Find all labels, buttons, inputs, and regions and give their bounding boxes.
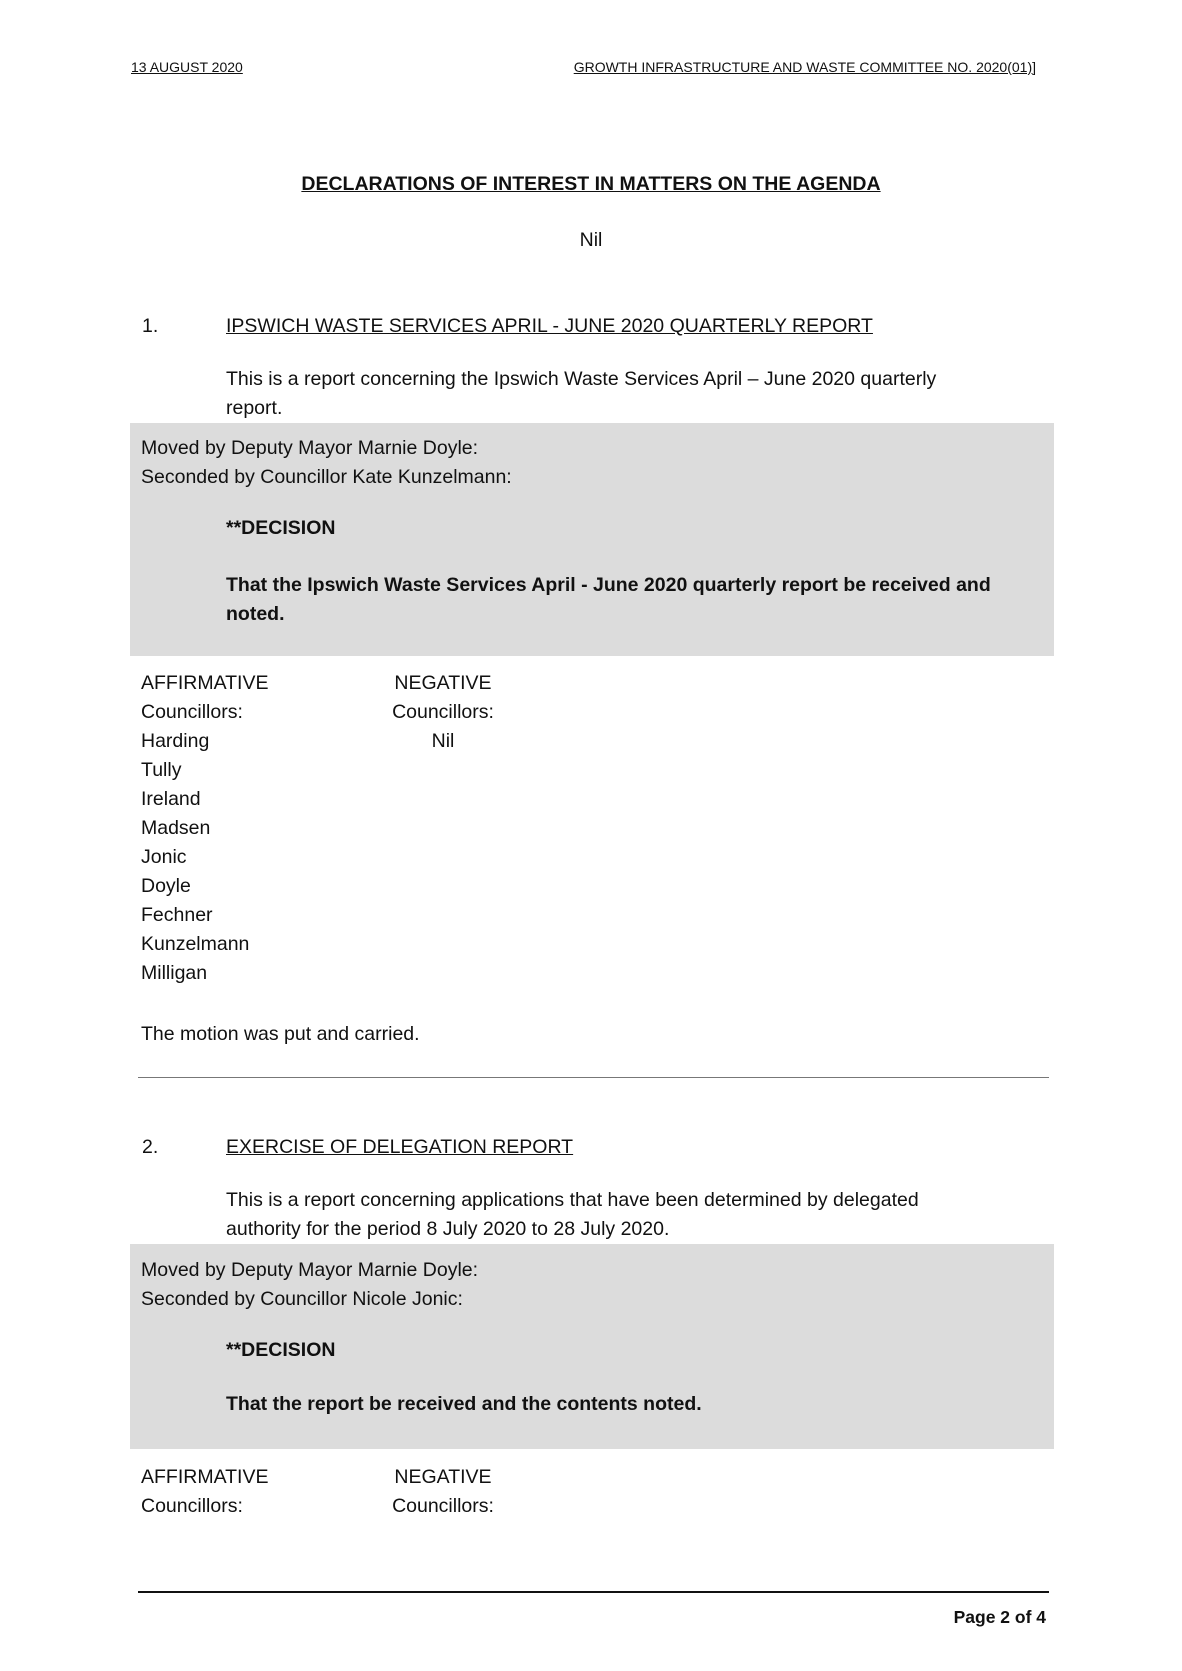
item2-description-line1: This is a report concerning applications that have been determined by delegated: [226, 1189, 919, 1211]
item2-decision-heading: **DECISION: [226, 1339, 336, 1361]
item2-description-line2: authority for the period 8 July 2020 to 28 July 2020.: [226, 1218, 670, 1240]
item1-description-line2: report.: [226, 397, 283, 419]
item1-affirmative-column: [141, 669, 268, 988]
affirmative-sublabel: Councillors:: [141, 1495, 243, 1517]
affirmative-label: AFFIRMATIVE: [141, 672, 269, 694]
affirmative-sublabel: Councillors:: [141, 701, 243, 723]
item1-decision-line2: noted.: [226, 603, 285, 625]
councillor-name: Ireland: [141, 788, 201, 810]
item1-title: IPSWICH WASTE SERVICES APRIL - JUNE 2020 QUARTERLY REPORT: [226, 315, 873, 337]
item1-result: The motion was put and carried.: [141, 1023, 420, 1045]
negative-value: Nil: [431, 730, 455, 752]
header-date: 13 AUGUST 2020: [131, 59, 243, 75]
councillor-name: Fechner: [141, 904, 213, 926]
item2-decision-text: That the report be received and the contents noted.: [226, 1393, 702, 1415]
item2-moved: Moved by Deputy Mayor Marnie Doyle:: [141, 1259, 479, 1281]
item1-decision-heading: **DECISION: [226, 517, 336, 539]
councillor-name: Jonic: [141, 846, 187, 868]
item1-moved-block: [141, 434, 512, 492]
header-committee: GROWTH INFRASTRUCTURE AND WASTE COMMITTEE NO. 2020(01)]: [573, 59, 1036, 75]
declarations-value: Nil: [579, 229, 603, 251]
negative-label: NEGATIVE: [394, 1466, 492, 1488]
item1-description-line1: This is a report concerning the Ipswich Waste Services April – June 2020 quarterly: [226, 368, 937, 390]
negative-sublabel: Councillors:: [392, 1495, 494, 1517]
item2-affirmative-column: [141, 1463, 268, 1521]
section-divider: [138, 1077, 1049, 1078]
item1-moved: Moved by Deputy Mayor Marnie Doyle:: [141, 437, 479, 459]
councillor-name: Harding: [141, 730, 210, 752]
councillor-name: Kunzelmann: [141, 933, 250, 955]
councillor-name: Doyle: [141, 875, 191, 897]
councillor-name: Tully: [141, 759, 182, 781]
item1-seconded: Seconded by Councillor Kate Kunzelmann:: [141, 466, 512, 488]
affirmative-label: AFFIRMATIVE: [141, 1466, 269, 1488]
page-number: Page 2 of 4: [953, 1607, 1046, 1627]
item1-description: [226, 365, 936, 423]
councillor-name: Madsen: [141, 817, 211, 839]
item2-title: EXERCISE OF DELEGATION REPORT: [226, 1136, 574, 1158]
item2-seconded: Seconded by Councillor Nicole Jonic:: [141, 1288, 463, 1310]
item2-negative-column: [385, 1463, 501, 1521]
negative-sublabel: Councillors:: [392, 701, 494, 723]
item1-decision-line1: That the Ipswich Waste Services April - June 2020 quarterly report be received and: [226, 574, 991, 596]
item2-moved-block: [141, 1256, 478, 1314]
councillor-name: Milligan: [141, 962, 208, 984]
item1-negative-column: [385, 669, 501, 756]
footer-rule: [138, 1591, 1049, 1593]
item1-number: 1.: [142, 315, 159, 337]
item1-decision-text: [226, 571, 991, 629]
negative-label: NEGATIVE: [394, 672, 492, 694]
item2-number: 2.: [142, 1136, 159, 1158]
declarations-title: DECLARATIONS OF INTEREST IN MATTERS ON THE AGENDA: [301, 173, 881, 195]
item2-description: [226, 1186, 919, 1244]
